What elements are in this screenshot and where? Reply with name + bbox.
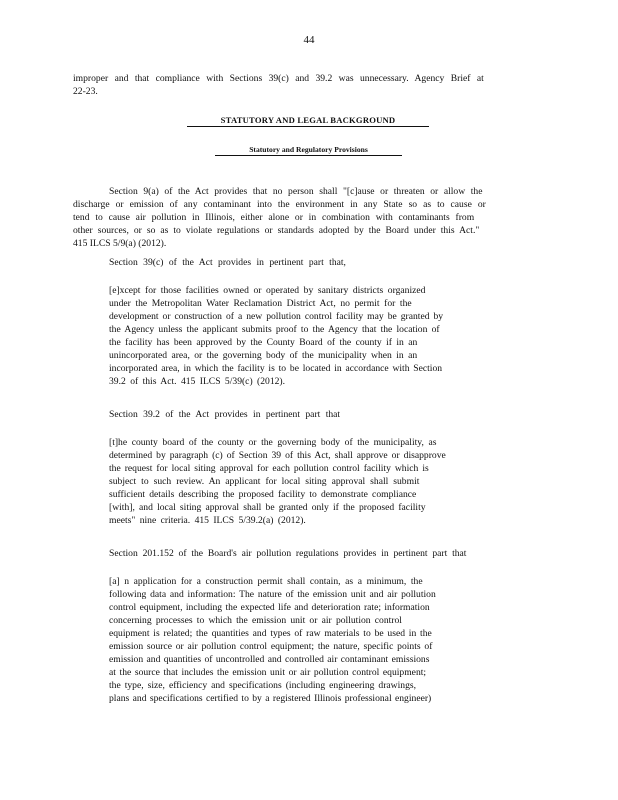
text-line: [t]he county board of the county or the governing body of the municipality, as (109, 437, 437, 448)
text-line: the request for local siting approval for each pollution control facility which is (109, 463, 429, 474)
text-line: under the Metropolitan Water Reclamation District Act, no permit for the (109, 298, 412, 309)
intro-paragraph (73, 72, 530, 98)
page-number: 44 (303, 34, 315, 46)
block-quote-39-2 (109, 436, 501, 527)
text-line: [a] n application for a construction permit shall contain, as a minimum, the (109, 576, 423, 587)
text-line: sufficient details describing the proposed facility to demonstrate compliance (109, 489, 417, 500)
text-line: meets" nine criteria. 415 ILCS 5/39.2(a) (2012). (109, 515, 306, 526)
text-line: discharge or emission of any contaminant into the environment in any State so as to cause or (73, 199, 486, 210)
text-line: Section 9(a) of the Act provides that no person shall "[c]ause or threaten or allow the (109, 186, 483, 197)
text-line: [e]xcept for those facilities owned or operated by sanitary districts organized (109, 285, 426, 296)
text-line: concerning processes to which the emission unit or air pollution control (109, 615, 402, 626)
text-line: unincorporated area, or the governing body of the municipality when in an (109, 350, 418, 361)
text-line: [with], and local siting approval shall be granted only if the proposed facility (109, 502, 426, 513)
text-line: the type, size, efficiency and specifications (including engineering drawings, (109, 680, 416, 691)
text-line: subject to such review. An applicant for local siting approval shall submit (109, 476, 420, 487)
section-9a-paragraph (73, 185, 530, 250)
text-line: at the source that includes the emission unit or air pollution control equipment; (109, 667, 427, 678)
subsection-heading: Statutory and Regulatory Provisions (215, 145, 402, 156)
text-line: the Agency unless the applicant submits proof to the Agency that the location of (109, 324, 440, 335)
section-39c-intro: Section 39(c) of the Act provides in pertinent part that, (109, 257, 346, 268)
text-line: plans and specifications certified to by a registered Illinois professional engineer) (109, 693, 432, 704)
section-201-152-intro: Section 201.152 of the Board's air pollution regulations provides in pertinent part that (109, 548, 467, 559)
text-line: emission and quantities of uncontrolled and controlled air contaminant emissions (109, 654, 430, 665)
block-quote-39c (109, 284, 501, 388)
text-line: control equipment, including the expected life and deterioration rate; information (109, 602, 430, 613)
text-line: 22-23. (73, 86, 98, 97)
text-line: 415 ILCS 5/9(a) (2012). (73, 238, 167, 249)
text-line: following data and information: The nature of the emission unit and air pollution (109, 589, 436, 600)
text-line: determined by paragraph (c) of Section 39 of this Act, shall approve or disapprove (109, 450, 446, 461)
text-line: other sources, or so as to violate regulations or standards adopted by the Board under this Act." (73, 225, 480, 236)
text-line: emission source or air pollution control equipment; the nature, specific points of (109, 641, 433, 652)
text-line: development or construction of a new pollution control facility may be granted by (109, 311, 444, 322)
text-line: 39.2 of this Act. 415 ILCS 5/39(c) (2012). (109, 376, 286, 387)
text-line: equipment is related; the quantities and types of raw materials to be used in the (109, 628, 432, 639)
text-line: improper and that compliance with Sections 39(c) and 39.2 was unnecessary. Agency Brief at (73, 73, 484, 84)
text-line: the facility has been approved by the County Board of the county if in an (109, 337, 418, 348)
section-39-2-intro: Section 39.2 of the Act provides in pertinent part that (109, 409, 341, 420)
text-line: tend to cause air pollution in Illinois, either alone or in combination with contaminants from (73, 212, 475, 223)
text-line: incorporated area, in which the facility is to be located in accordance with Section (109, 363, 443, 374)
section-heading: STATUTORY AND LEGAL BACKGROUND (187, 115, 429, 127)
block-quote-201-152 (109, 575, 501, 705)
